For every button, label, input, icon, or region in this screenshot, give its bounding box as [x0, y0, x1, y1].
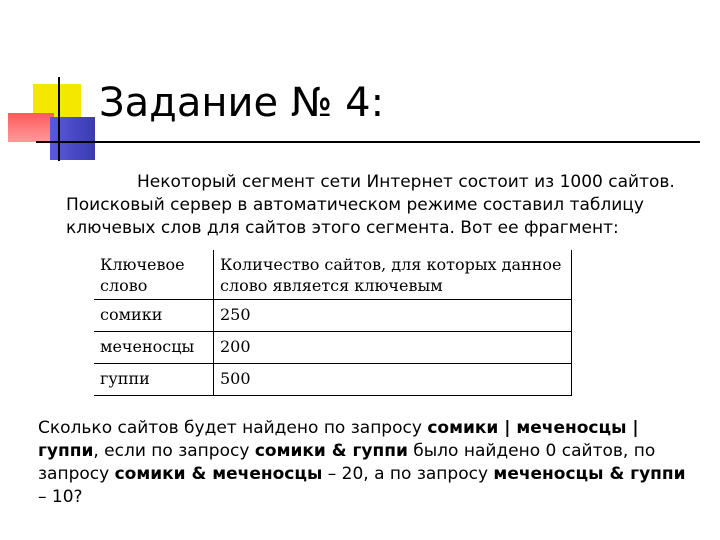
question-text: , если по запросу [93, 441, 255, 461]
question-text: Сколько сайтов будет найдено по запросу [38, 418, 428, 438]
query-bold: сомики | меченосцы | гуппи [38, 418, 639, 461]
page-title: Задание № 4: [99, 80, 385, 126]
title-ornament-red-square [8, 113, 54, 142]
table-row [94, 364, 572, 396]
question-text: было найдено 0 сайтов, по запросу [38, 441, 656, 484]
query-bold: сомики & меченосцы [114, 464, 323, 484]
query-bold: меченосцы & гуппи [493, 464, 686, 484]
table-row [94, 332, 572, 364]
header-site-count [214, 250, 572, 300]
table-header-row [94, 250, 572, 300]
title-underline-rule [36, 141, 700, 143]
table-row [94, 300, 572, 332]
header-keyword-line-2: слово [100, 276, 148, 295]
intro-line-3: ключевых слов для сайтов этого сегмента. Вот ее фрагмент: [66, 218, 619, 238]
header-site-count-line-1: Количество сайтов, для которых данное [220, 255, 562, 274]
keyword-cell: гуппи [94, 364, 214, 396]
query-bold: сомики & гуппи [254, 441, 408, 461]
keyword-cell: сомики [94, 300, 214, 332]
task-intro [66, 171, 706, 240]
count-cell: 200 [214, 332, 572, 364]
keyword-table [94, 250, 572, 396]
intro-line-2: Поисковый сервер в автоматическом режиме составил таблицу [66, 195, 644, 215]
header-site-count-line-2: слово является ключевым [220, 276, 443, 295]
header-keyword-line-1: Ключевое [100, 255, 185, 274]
question-text: – 10? [38, 487, 83, 507]
title-ornament-blue-square [50, 117, 95, 160]
question-text: – 20, а по запросу [322, 464, 494, 484]
count-cell: 250 [214, 300, 572, 332]
header-keyword [94, 250, 214, 300]
intro-line-1: Некоторый сегмент сети Интернет состоит из 1000 сайтов. [137, 172, 675, 192]
count-cell: 500 [214, 364, 572, 396]
task-question [38, 417, 698, 509]
keyword-cell: меченосцы [94, 332, 214, 364]
title-vertical-rule [58, 77, 60, 161]
